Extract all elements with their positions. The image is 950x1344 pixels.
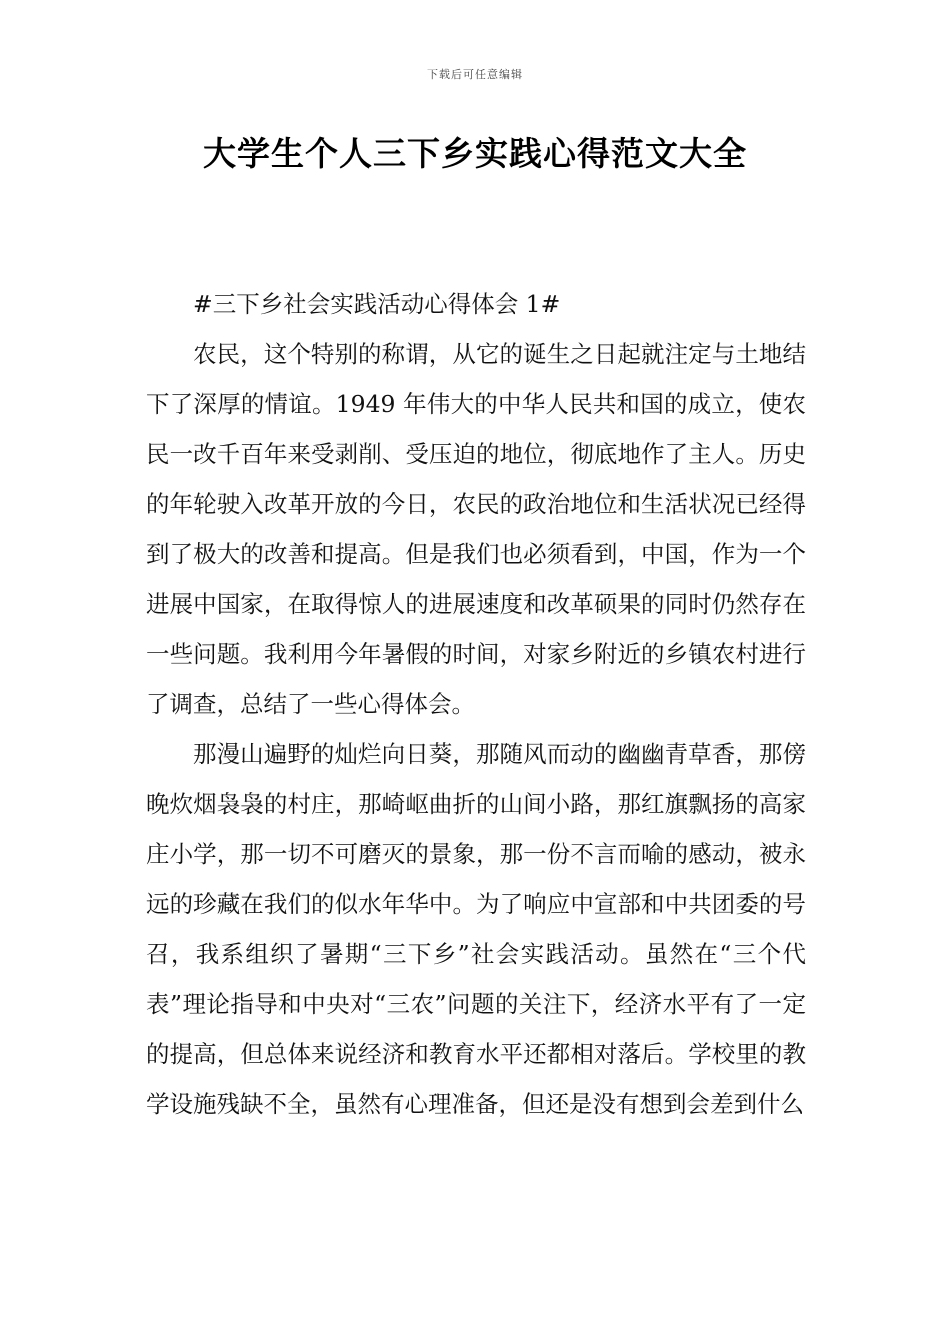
paragraph: 那漫山遍野的灿烂向日葵，那随风而动的幽幽青草香，那傍晚炊烟袅袅的村庄，那崎岖曲折的山间小路，那红旗飘扬的高家庄小学，那一切不可磨灭的景象，那一份不言而喻的感动，被永远的珍藏在我们的似水年华中。为了响应中宣部和中共团委的号召，我系组织了暑期“三下乡”社会实践活动。虽然在“三个代表”理论指导和中央对“三农”问题的关注下，经济水平有了一定的提高，但总体来说经济和教育水平还都相对落后。学校里的教学设施残缺不全，虽然有心理准备，但还是没有想到会差到什么: [146, 740, 806, 1118]
document-body: [146, 279, 806, 1129]
section-heading: #三下乡社会实践活动心得体会 1#: [193, 290, 561, 318]
paragraph: 农民，这个特别的称谓，从它的诞生之日起就注定与土地结下了深厚的情谊。1949 年伟大的中华人民共和国的成立，使农民一改千百年来受剥削、受压迫的地位，彻底地作了主人。历史的年轮驶入改革开放的今日，农民的政治地位和生活状况已经得到了极大的改善和提高。但是我们也必须看到，中国，作为一个进展中国家，在取得惊人的进展速度和改革硕果的同时仍然存在一些问题。我利用今年暑假的时间，对家乡附近的乡镇农村进行了调查，总结了一些心得体会。: [146, 340, 806, 718]
page-header-note: 下载后可任意编辑: [427, 68, 523, 81]
document-title: 大学生个人三下乡实践心得范文大全: [203, 134, 747, 173]
